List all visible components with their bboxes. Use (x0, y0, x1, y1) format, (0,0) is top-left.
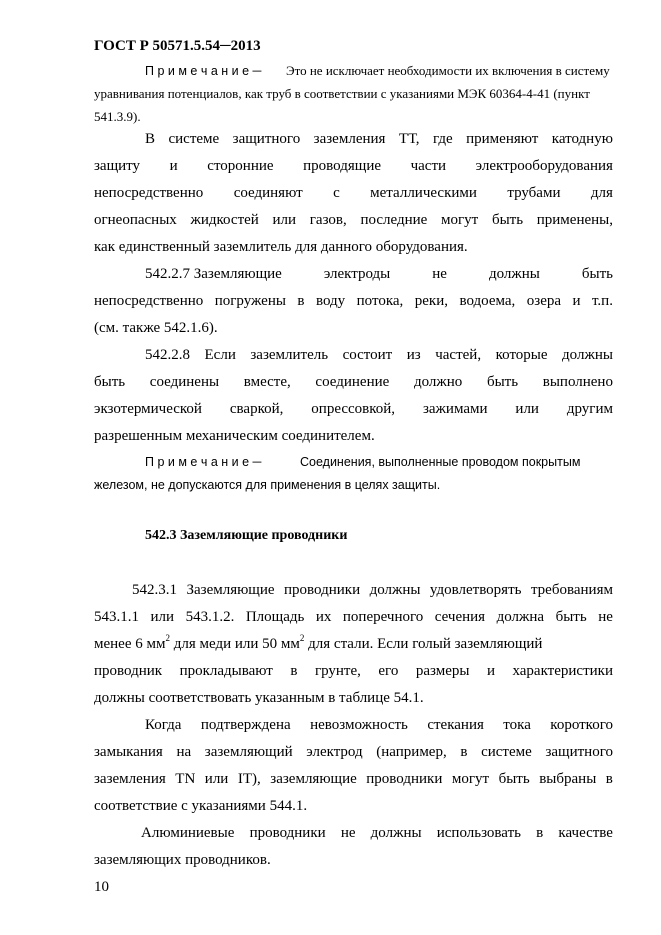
para-line (145, 131, 613, 148)
para-line (145, 717, 613, 734)
word: или (150, 609, 175, 625)
word: соединены (149, 374, 220, 390)
word: стекания (427, 717, 484, 733)
word: сваркой, (229, 401, 284, 417)
word: на (176, 744, 192, 760)
word: где (432, 131, 453, 147)
para-line: должны соответствовать указанным в таблице 54.1. (94, 690, 424, 706)
word: подтверждена (200, 717, 291, 733)
word: заземляющий (204, 744, 293, 760)
word: должны (488, 266, 540, 282)
word: должны (370, 825, 422, 841)
word: качестве (558, 825, 613, 841)
word: системе (481, 744, 532, 760)
word: защитного (545, 744, 613, 760)
word: и (572, 293, 581, 309)
word: выбраны (539, 771, 597, 787)
word: для (590, 185, 613, 201)
para-line: как единственный заземлитель для данного оборудования. (94, 239, 468, 255)
word: и (169, 158, 178, 174)
word: или (204, 771, 229, 787)
word: в (460, 744, 468, 760)
text-run: для меди или 50 мм (169, 636, 300, 652)
word: частей, (435, 347, 482, 363)
word: должны (562, 347, 613, 363)
word: (например, (376, 744, 447, 760)
word: невозможность (310, 717, 408, 733)
word: в (536, 825, 544, 841)
word: из (406, 347, 421, 363)
word: прокладывают (179, 663, 273, 679)
word: жидкостей (190, 212, 259, 228)
word: должно (413, 374, 463, 390)
word: в (605, 771, 613, 787)
word: заземления (313, 131, 386, 147)
note-label: П р и м е ч а н и е ─ (145, 455, 262, 469)
word: озера (526, 293, 562, 309)
word: проводник (94, 663, 163, 679)
word: последние (360, 212, 428, 228)
word: 542.3.1 (132, 582, 177, 598)
word: заземления (94, 771, 166, 787)
word: 542.2.8 (145, 347, 190, 363)
word: не (598, 609, 613, 625)
para-line (94, 609, 613, 626)
para-line (94, 293, 613, 310)
para-line (132, 582, 613, 599)
word: потока, (356, 293, 404, 309)
word: поперечного (342, 609, 424, 625)
word: их (315, 609, 332, 625)
word: быть (498, 771, 530, 787)
text-run: для стали. Если голый заземляющий (304, 636, 543, 652)
word: грунте, (314, 663, 361, 679)
word: размеры (415, 663, 470, 679)
word: в (297, 293, 305, 309)
word: системе (168, 131, 220, 147)
word: зажимами (422, 401, 488, 417)
word: соединяют (233, 185, 303, 201)
note-line: Соединения, выполненные проводом покрытым (300, 455, 581, 469)
word: соединение (315, 374, 390, 390)
word: и (486, 663, 495, 679)
superscript: 2 (165, 633, 170, 643)
word: использовать (436, 825, 521, 841)
para-line (145, 266, 613, 283)
word: быть (581, 266, 613, 282)
para-line (94, 158, 613, 175)
word: требованиям (530, 582, 613, 598)
para-line (94, 374, 613, 391)
word: непосредственно (94, 293, 204, 309)
note-line: железом, не допускаются для применения в целях защиты. (94, 478, 441, 492)
word: Площадь (245, 609, 305, 625)
word: могут (441, 212, 479, 228)
para-line: разрешенным механическим соединителем. (94, 428, 375, 444)
word: быть (491, 212, 524, 228)
para-line (94, 401, 613, 418)
word: характеристики (512, 663, 613, 679)
word: применены, (536, 212, 613, 228)
word: части (410, 158, 447, 174)
word: которые (495, 347, 548, 363)
word: не (432, 266, 447, 282)
word: IT), (237, 771, 261, 787)
word: в (290, 663, 298, 679)
text-run: менее 6 мм (94, 636, 166, 652)
word: 543.1.1 (94, 609, 139, 625)
word: электроды (323, 266, 391, 282)
word: быть (486, 374, 519, 390)
word: экзотермической (94, 401, 202, 417)
word: защиту (94, 158, 141, 174)
document-header: ГОСТ Р 50571.5.54─2013 (94, 38, 261, 54)
word: проводники (284, 582, 361, 598)
word: непосредственно (94, 185, 204, 201)
word: воду (315, 293, 346, 309)
para-line (94, 771, 613, 788)
word: проводники (366, 771, 443, 787)
para-line (94, 744, 613, 761)
word: Когда (145, 717, 182, 733)
word: заземляющие (270, 771, 357, 787)
word: быть (94, 374, 126, 390)
word: должна (496, 609, 545, 625)
word: ТТ, (398, 131, 420, 147)
word: Заземляющие (186, 582, 275, 598)
page-number: 10 (94, 879, 109, 895)
para-line (141, 825, 613, 842)
word: замыкания (94, 744, 163, 760)
word: опрессовкой, (311, 401, 396, 417)
note-line: Это не исключает необходимости их включения в систему (286, 63, 610, 78)
word: т.п. (591, 293, 613, 309)
word: состоит (342, 347, 393, 363)
superscript: 2 (299, 633, 305, 643)
word: другим (566, 401, 613, 417)
word: могут (451, 771, 490, 787)
word: тока (503, 717, 531, 733)
para-line (94, 212, 613, 229)
word: трубами (507, 185, 561, 201)
word: погружены (214, 293, 286, 309)
word: проводящие (303, 158, 381, 174)
word: 543.1.2. (185, 609, 235, 625)
word: Если (204, 347, 236, 363)
word: газов, (309, 212, 347, 228)
section-heading: 542.3 Заземляющие проводники (145, 528, 348, 543)
word: с (333, 185, 340, 201)
word: применяют (466, 131, 539, 147)
word: защитного (232, 131, 301, 147)
para-line (145, 347, 613, 364)
para-line (94, 633, 543, 653)
word: сторонние (207, 158, 274, 174)
word: Алюминиевые (141, 825, 235, 841)
word: заземлитель (250, 347, 329, 363)
word: электрод (306, 744, 363, 760)
word: металлическими (370, 185, 477, 201)
para-line (94, 663, 613, 680)
word: В (145, 131, 156, 147)
note-label: П р и м е ч а н и е ─ (145, 64, 262, 78)
word: вместе, (243, 374, 291, 390)
word: быть (555, 609, 587, 625)
word: или (272, 212, 297, 228)
para-line (94, 185, 613, 202)
word: или (515, 401, 539, 417)
para-line: соответствие с указаниями 544.1. (94, 798, 308, 814)
para-line: заземляющих проводников. (94, 852, 271, 868)
para-line: (см. также 542.1.6). (94, 320, 218, 336)
note-line: 541.3.9). (94, 109, 141, 124)
word: короткого (550, 717, 613, 733)
note-line: уравнивания потенциалов, как труб в соответствии с указаниями МЭК 60364-4-41 (пункт (94, 86, 590, 101)
word: TN (175, 771, 196, 787)
word: водоема, (459, 293, 516, 309)
word: выполнено (542, 374, 613, 390)
word: катодную (551, 131, 613, 147)
word: должны (369, 582, 421, 598)
word: огнеопасных (94, 212, 177, 228)
word: его (378, 663, 399, 679)
word: 542.2.7 Заземляющие (145, 266, 282, 282)
word: удовлетворять (429, 582, 522, 598)
word: сечения (434, 609, 486, 625)
word: реки, (414, 293, 448, 309)
word: электрооборудования (475, 158, 613, 174)
word: не (340, 825, 356, 841)
word: проводники (249, 825, 326, 841)
